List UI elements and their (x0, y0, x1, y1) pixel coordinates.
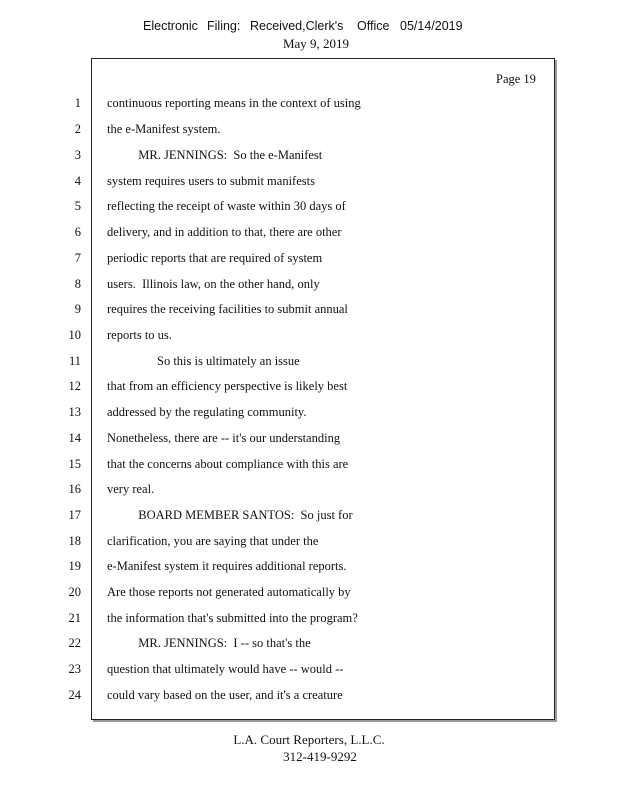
line-text: very real. (107, 482, 155, 496)
stamp-office: Office (357, 19, 390, 33)
line-number: 14 (68, 431, 81, 445)
line-text: e-Manifest system it requires additional reports. (107, 559, 347, 573)
line-number: 13 (68, 405, 81, 419)
line-text: requires the receiving facilities to submit annual (107, 302, 348, 316)
line-number: 12 (68, 379, 81, 393)
line-text: continuous reporting means in the context of using (107, 96, 361, 110)
line-number: 17 (68, 508, 81, 522)
line-text: reflecting the receipt of waste within 30 days of (107, 199, 346, 213)
line-number: 23 (68, 662, 81, 676)
stamp-filing: Filing: (207, 19, 241, 33)
line-text: that from an efficiency perspective is likely best (107, 379, 348, 393)
line-number: 2 (74, 122, 81, 136)
transcript-date-header (0, 36, 618, 52)
line-number: 9 (74, 302, 81, 316)
line-text: addressed by the regulating community. (107, 405, 307, 419)
line-text: MR. JENNINGS: I -- so that's the (107, 636, 311, 650)
line-number: 6 (74, 225, 81, 239)
line-number: 3 (74, 148, 81, 162)
line-text: reports to us. (107, 328, 172, 342)
line-number: 8 (74, 277, 81, 291)
line-number: 16 (68, 482, 81, 496)
line-number: 19 (68, 559, 81, 573)
stamp-received-clerks: Received,Clerk's (250, 19, 344, 33)
line-number: 24 (68, 688, 81, 702)
line-text: the information that's submitted into the program? (107, 611, 358, 625)
line-number: 15 (68, 457, 81, 471)
reporter-footer (0, 732, 618, 765)
line-text: Nonetheless, there are -- it's our understanding (107, 431, 341, 445)
line-text: periodic reports that are required of system (107, 251, 323, 265)
transcript-date: May 9, 2019 (282, 36, 350, 51)
line-number: 21 (68, 611, 81, 625)
reporter-phone: 312-419-9292 (283, 749, 357, 764)
line-text: So this is ultimately an issue (107, 354, 300, 368)
line-text: the e-Manifest system. (107, 122, 221, 136)
filing-stamp (0, 19, 618, 35)
page-number: Page 19 (496, 72, 536, 86)
line-number: 1 (74, 96, 81, 110)
line-text: system requires users to submit manifests (107, 174, 315, 188)
line-text: clarification, you are saying that under the (107, 534, 319, 548)
line-text: users. Illinois law, on the other hand, only (107, 277, 320, 291)
line-text: could vary based on the user, and it's a creature (107, 688, 343, 702)
line-number: 7 (74, 251, 81, 265)
line-text: MR. JENNINGS: So the e-Manifest (107, 148, 323, 162)
line-text: Are those reports not generated automatically by (107, 585, 351, 599)
stamp-electronic: Electronic (143, 19, 198, 33)
line-text: delivery, and in addition to that, there are other (107, 225, 342, 239)
line-number: 18 (68, 534, 81, 548)
line-number: 20 (68, 585, 81, 599)
line-number: 10 (68, 328, 81, 342)
line-text: BOARD MEMBER SANTOS: So just for (107, 508, 353, 522)
line-number: 5 (74, 199, 81, 213)
line-number: 11 (68, 354, 81, 368)
stamp-date: 05/14/2019 (400, 19, 463, 33)
line-text: that the concerns about compliance with this are (107, 457, 349, 471)
line-number: 4 (74, 174, 81, 188)
line-number: 22 (68, 636, 81, 650)
line-text: question that ultimately would have -- would -- (107, 662, 344, 676)
reporter-company: L.A. Court Reporters, L.L.C. (233, 732, 385, 747)
